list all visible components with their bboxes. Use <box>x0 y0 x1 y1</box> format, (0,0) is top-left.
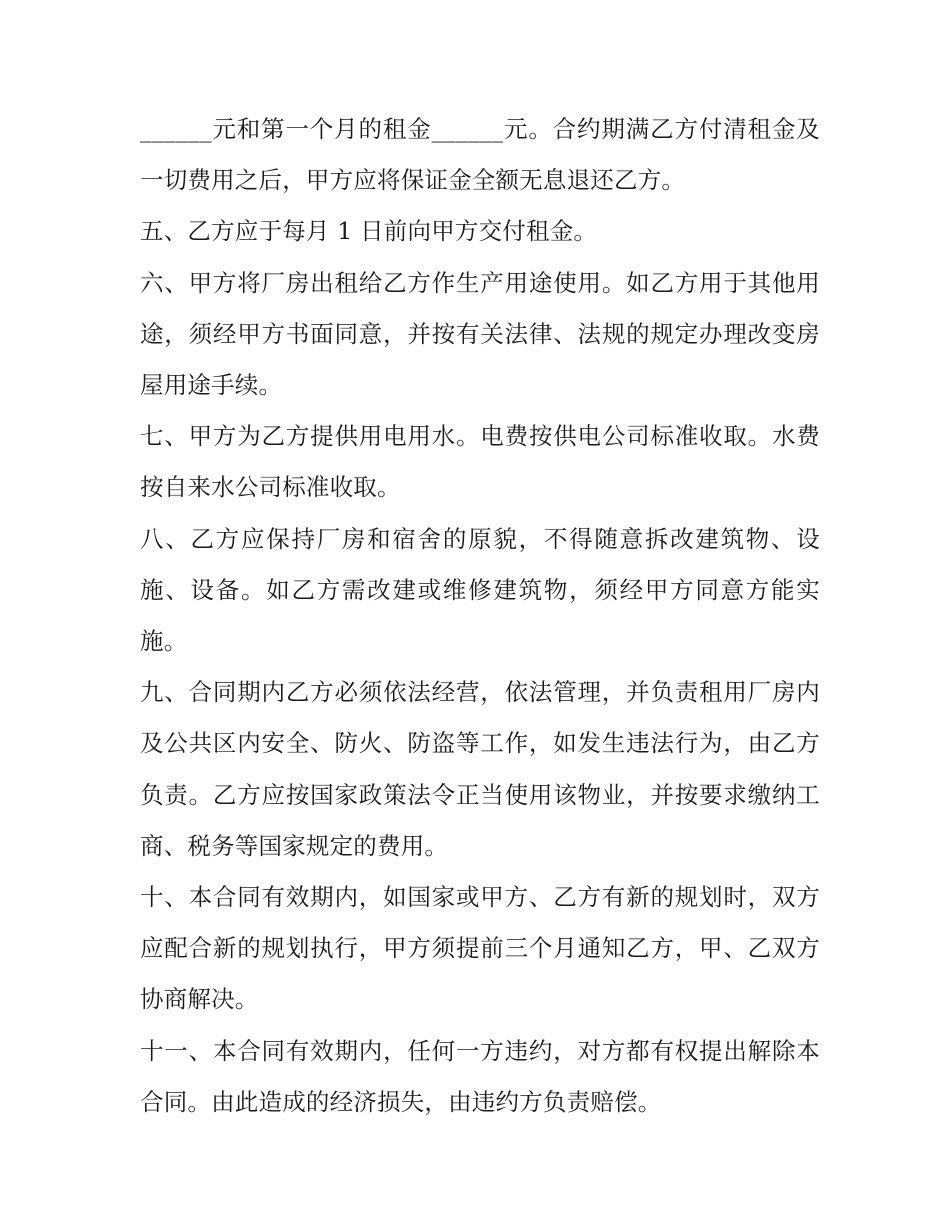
paragraph-clause-10: 十、本合同有效期内，如国家或甲方、乙方有新的规划时，双方应配合新的规划执行，甲方须提前三个月通知乙方，甲、乙双方协商解决。 <box>140 883 820 1014</box>
paragraph-clause-6: 六、甲方将厂房出租给乙方作生产用途使用。如乙方用于其他用途，须经甲方书面同意，并按有关法律、法规的规定办理改变房屋用途手续。 <box>140 268 820 400</box>
paragraph-clause-7: 七、甲方为乙方提供用电用水。电费按供电公司标准收取。水费按自来水公司标准收取。 <box>140 422 820 502</box>
paragraph-clause-9: 九、合同期内乙方必须依法经营，依法管理，并负责租用厂房内及公共区内安全、防火、防盗等工作，如发生违法行为，由乙方负责。乙方应按国家政策法令正当使用该物业，并按要求缴纳工商、税务等国家规定的费用。 <box>140 678 820 860</box>
paragraph-deposit-refund: ______元和第一个月的租金______元。合约期满乙方付清租金及一切费用之后，甲方应将保证金全额无息退还乙方。 <box>140 115 820 195</box>
contract-body <box>140 104 820 1128</box>
paragraph-clause-8: 八、乙方应保持厂房和宿舍的原貌，不得随意拆改建筑物、设施、设备。如乙方需改建或维修建筑物，须经甲方同意方能实施。 <box>140 524 820 656</box>
paragraph-clause-11: 十一、本合同有效期内，任何一方违约，对方都有权提出解除本合同。由此造成的经济损失，由违约方负责赔偿。 <box>140 1036 820 1116</box>
paragraph-clause-5: 五、乙方应于每月 1 日前向甲方交付租金。 <box>140 217 598 246</box>
